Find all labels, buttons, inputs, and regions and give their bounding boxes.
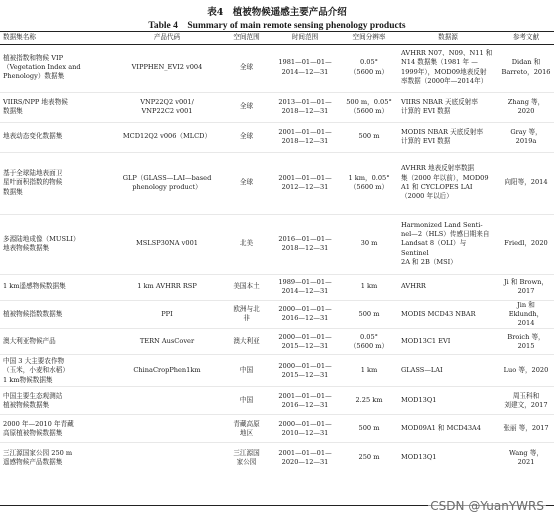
cell-code: MCD12Q2 v006（MLCD） (122, 132, 212, 141)
cell-extent: 中国 (239, 366, 254, 375)
cell-period: 1989—01—01— 2014—12—31 (278, 277, 332, 295)
cell-name: 基于全球陆地表面卫 星叶面积指数的物候 数据集 (3, 169, 63, 196)
header-resolution: 空间分辨率 (352, 33, 386, 42)
cell-source: AVHRR N07、N09、N11 和 N14 数据集（1981 年 — 1999年），MOD09地表反射 率数据（2000年—2014年） (401, 49, 493, 86)
cell-reference: 周玉科和 刘建文，2017 (504, 391, 548, 409)
cell-extent: 澳大利亚 (233, 337, 260, 346)
cell-extent: 欧洲与北 非 (233, 305, 260, 323)
cell-code: MSLSP30NA v001 (136, 239, 198, 248)
cell-name: 植被指数和物候 VIP （Vegetation Index and Phenology）数据集 (3, 53, 81, 81)
cell-reference: Wang 等， 2021 (509, 448, 543, 467)
cell-reference: 向阳等，2014 (504, 178, 548, 187)
table-row (0, 355, 554, 387)
cell-resolution: 500 m (358, 424, 380, 433)
table-row (0, 274, 554, 300)
cell-code (111, 387, 223, 415)
cell-source: Harmonized Land Senti- nel—2（HLS）传感日期来自 Landsat 8（OLI）与 Sentinel 2A 和 2B（MSI） (401, 220, 490, 266)
table-row (0, 415, 554, 443)
cell-code: TERN AusCover (139, 337, 195, 346)
cell-resolution: 500 m (358, 132, 380, 141)
cell-source: AVHRR (401, 282, 426, 291)
cell-reference: Ji 和 Brown， 2017 (504, 277, 548, 295)
cell-reference: Friedl，2020 (504, 239, 548, 248)
cell-period: 2000—01—01— 2015—12—31 (278, 332, 332, 350)
table-row (0, 300, 554, 329)
cell-resolution: 1 km (360, 366, 378, 375)
cell-resolution: 500 m，0.05° （5600 m） (346, 97, 392, 115)
cell-code: ChinaCropPhen1km (133, 366, 201, 375)
cell-name: 多源陆地成像（MUSLI） 地表物候数据集 (3, 234, 80, 252)
cell-resolution: 1 km，0.05° （5600 m） (348, 173, 390, 191)
header-name: 数据集名称 (3, 33, 36, 42)
table-row (0, 329, 554, 355)
cell-reference: Didan 和 Barreto，2016 (501, 58, 551, 76)
cell-period: 2000—01—01— 2010—12—31 (278, 419, 332, 437)
table-caption-cn: 表4 植被物候遥感主要产品介绍 (207, 7, 347, 18)
cell-source: VIIRS NBAR 天底反射率 计算的 EVI 数据 (401, 97, 478, 115)
cell-code (111, 443, 223, 473)
cell-name: 地表动态变化数据集 (3, 132, 63, 141)
table-row (0, 387, 554, 415)
cell-period: 2016—01—01— 2018—12—31 (278, 234, 332, 252)
cell-reference: Zhang 等，2020 (507, 97, 545, 115)
cell-source: MODIS NBAR 天底反射率 计算的 EVI 数据 (401, 127, 484, 145)
cell-source: MOD13Q1 (401, 453, 437, 462)
cell-extent: 青藏高原 地区 (233, 419, 260, 437)
cell-extent: 全球 (239, 178, 254, 187)
cell-period: 2000—01—01— 2015—12—31 (278, 361, 332, 379)
cell-reference: Luo 等，2020 (503, 366, 549, 375)
table-row (0, 122, 554, 152)
cell-resolution: 30 m (360, 239, 378, 248)
table-row (0, 443, 554, 473)
cell-resolution: 250 m (358, 453, 380, 462)
table-caption-en: Table 4 Summary of main remote sensing phenology products (148, 21, 406, 31)
cell-extent: 美国本土 (233, 282, 260, 291)
cell-code: GLP（GLASS—LAI—based phenology product） (122, 173, 212, 191)
cell-extent: 北美 (239, 239, 254, 248)
cell-code: 1 km AVHRR RSP (137, 282, 197, 291)
cell-name: 三江源国家公园 250 m 遥感物候产品数据集 (3, 448, 73, 467)
header-source: 数据源 (438, 33, 458, 42)
cell-code: VNP22Q2 v001/ VNP22C2 v001 (140, 97, 194, 115)
cell-reference: Broich 等， 2015 (507, 332, 545, 350)
cell-name: 2000 年—2010 年青藏 高原植被物候数据集 (3, 419, 74, 437)
cell-extent: 三江源国 家公园 (233, 448, 260, 467)
cell-resolution: 500 m (358, 309, 380, 318)
cell-extent: 中国 (239, 396, 254, 405)
cell-period: 2001—01—01— 2016—12—31 (278, 391, 332, 409)
cell-reference: Jin 和 Eklundh， 2014 (508, 300, 544, 328)
phenology-products-table (0, 32, 554, 473)
cell-reference: Gray 等，2019a (510, 127, 542, 145)
cell-resolution: 1 km (360, 282, 378, 291)
cell-source: MODIS MCD43 NBAR (401, 309, 476, 318)
table-row (0, 44, 554, 92)
header-period: 时间范围 (291, 33, 319, 42)
cell-source: MOD09A1 和 MCD43A4 (401, 424, 482, 433)
cell-source: AVHRR 地表反射率数据 集（2000 年以前），MOD09 A1 和 CYCLOPES LAI （2000 年以后） (401, 164, 489, 201)
cell-extent: 全球 (239, 132, 254, 141)
cell-period: 2013—01—01— 2018—12—31 (278, 97, 332, 115)
watermark: CSDN @YuanYWRS (430, 499, 544, 513)
header-code: 产品代码 (153, 33, 181, 42)
cell-code: VIPPHEN_EVI2 v004 (131, 63, 203, 72)
cell-source: MOD13Q1 (401, 396, 437, 405)
cell-period: 1981—01—01— 2014—12—31 (278, 58, 332, 76)
cell-period: 2000—01—01— 2016—12—31 (278, 305, 332, 323)
cell-name: 植被物候指数数据集 (3, 309, 63, 318)
cell-reference: 张丽 等，2017 (503, 424, 549, 433)
cell-period: 2001—01—01— 2018—12—31 (278, 127, 332, 145)
table-row (0, 152, 554, 214)
cell-resolution: 0.05° （5600 m） (349, 58, 389, 76)
table-header-row (0, 32, 554, 44)
cell-name: 澳大利亚物候产品 (3, 337, 56, 346)
cell-name: 中国主要生态观测站 植被物候数据集 (3, 391, 63, 409)
header-reference: 参考文献 (512, 33, 540, 42)
cell-source: GLASS—LAI (401, 366, 443, 375)
cell-period: 2001—01—01— 2012—12—31 (278, 173, 332, 191)
cell-resolution: 0.05° （5600 m） (349, 332, 389, 350)
cell-name: 1 km遥感物候数据集 (3, 282, 66, 291)
cell-name: VIIRS/NPP 地表物候 数据集 (3, 97, 68, 115)
table-row (0, 214, 554, 274)
table-row (0, 92, 554, 122)
cell-resolution: 2.25 km (355, 396, 383, 405)
cell-name: 中国 3 大主要农作物 （玉米，小麦和水稻） 1 km物候数据集 (3, 356, 69, 384)
cell-extent: 全球 (239, 102, 254, 111)
cell-code: PPI (161, 309, 173, 318)
cell-code (111, 415, 223, 443)
cell-source: MOD13C1 EVI (401, 337, 451, 346)
cell-period: 2001—01—01— 2020—12—31 (278, 448, 332, 467)
cell-extent: 全球 (239, 63, 254, 72)
header-extent: 空间范围 (233, 33, 260, 42)
